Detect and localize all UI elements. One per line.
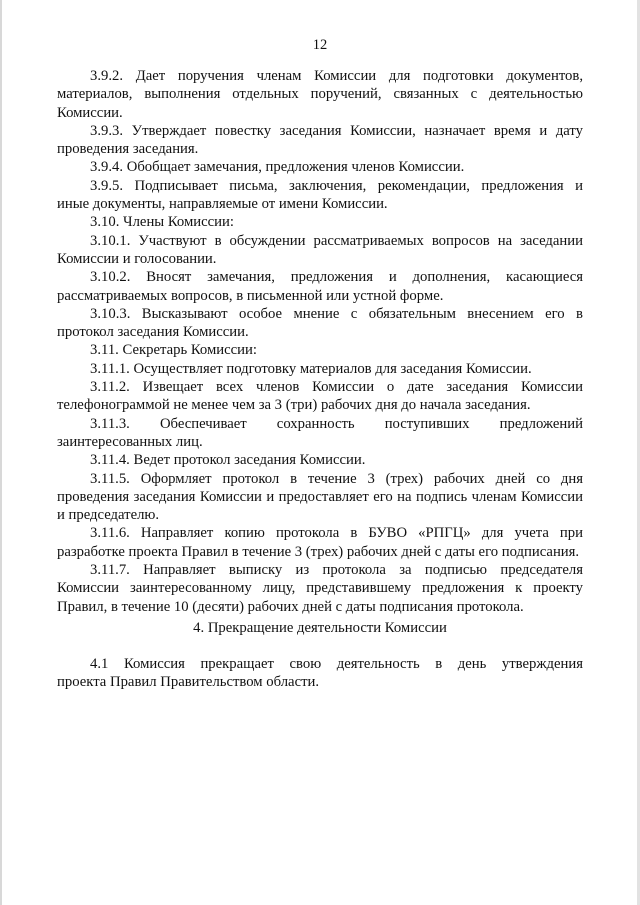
scan-edge-left [0, 0, 2, 905]
paragraph-3-9-3 [57, 122, 583, 159]
section-heading: 4. Прекращение деятельности Комиссии [193, 620, 447, 636]
paragraph-3-9-2 [57, 67, 583, 122]
paragraph-first-line: 3.11. Секретарь Комиссии: [90, 342, 257, 359]
paragraph-continuation: протокол заседания Комиссии. [57, 324, 249, 341]
paragraph-3-10-1 [57, 232, 583, 269]
paragraph-3-11-3 [57, 415, 583, 452]
paragraph-first-line: 3.10.1. Участвуют в обсуждении рассматриваемых вопросов на заседании [90, 232, 583, 249]
paragraph-first-line: 3.10.2. Вносят замечания, предложения и дополнения, касающиеся [90, 269, 583, 286]
paragraph-3-10-2 [57, 268, 583, 305]
paragraph-3-11-4 [57, 451, 583, 469]
paragraph-first-line: 3.11.2. Извещает всех членов Комиссии о дате заседания Комиссии [90, 379, 583, 396]
paragraph-continuation: разработке проекта Правил в течение 3 (трех) рабочих дней с даты его подписания. [57, 543, 580, 560]
page-number: 12 [312, 37, 328, 53]
paragraph-first-line: 3.9.3. Утверждает повестку заседания Комиссии, назначает время и дату [90, 122, 583, 139]
paragraph-3-10 [57, 213, 583, 231]
paragraph-first-line: 3.9.2. Дает поручения членам Комиссии для подготовки документов, [90, 68, 583, 84]
paragraph-first-line: 3.11.5. Оформляет протокол в течение 3 (трех) рабочих дней со дня [90, 470, 583, 487]
paragraph-first-line: 3.9.4. Обобщает замечания, предложения членов Комиссии. [90, 159, 465, 176]
paragraph-continuation: проекта Правил Правительством области. [57, 674, 320, 691]
paragraph-continuation: иные документы, направляемые от имени Комиссии. [57, 196, 388, 213]
paragraph-4-1 [57, 655, 583, 692]
paragraph-continuation: материалов, выполнения отдельных поручений, связанных с деятельностью Комиссии. [57, 86, 583, 121]
document-body [57, 67, 583, 616]
paragraph-3-11-5 [57, 470, 583, 525]
paragraph-continuation: телефонограммой не менее чем за 3 (три) рабочих дня до начала заседания. [57, 397, 531, 414]
paragraph-continuation: рассматриваемых вопросов, в письменной или устной форме. [57, 287, 444, 304]
paragraph-first-line: 3.11.4. Ведет протокол заседания Комиссии. [90, 452, 366, 469]
paragraph-3-10-3 [57, 305, 583, 342]
paragraph-first-line: 4.1 Комиссия прекращает свою деятельность в день утверждения [90, 656, 583, 672]
paragraph-continuation: проведения заседания. [57, 141, 199, 158]
paragraph-3-11-1 [57, 360, 583, 378]
paragraph-continuation: Комиссии и голосовании. [57, 250, 217, 267]
paragraph-first-line: 3.11.1. Осуществляет подготовку материалов для заседания Комиссии. [90, 360, 532, 377]
paragraph-continuation: заинтересованных лиц. [57, 433, 203, 450]
paragraph-3-11 [57, 341, 583, 359]
paragraph-3-9-5 [57, 177, 583, 214]
paragraph-first-line: 3.10.3. Высказывают особое мнение с обязательным внесением его в [90, 305, 583, 322]
paragraph-first-line: 3.11.3. Обеспечивает сохранность поступивших предложений [90, 415, 583, 432]
final-section [57, 655, 583, 692]
paragraph-3-11-7 [57, 561, 583, 616]
paragraph-continuation: проведения заседания Комиссии и предоставляет его на подпись членам Комиссии и председателю. [57, 488, 583, 524]
paragraph-first-line: 3.11.6. Направляет копию протокола в БУВО «РПГЦ» для учета при [90, 525, 583, 542]
paragraph-first-line: 3.11.7. Направляет выписку из протокола за подписью председателя [90, 562, 583, 579]
paragraph-3-11-6 [57, 524, 583, 561]
paragraph-3-11-2 [57, 378, 583, 415]
paragraph-3-9-4 [57, 158, 583, 176]
paragraph-first-line: 3.10. Члены Комиссии: [90, 214, 234, 231]
paragraph-first-line: 3.9.5. Подписывает письма, заключения, рекомендации, предложения и [90, 177, 583, 194]
paragraph-continuation: Комиссии заинтересованному лицу, представившему предложения к проекту Правил, в течение 10 (десяти) рабочих дней с даты подписания протокола. [57, 580, 583, 615]
